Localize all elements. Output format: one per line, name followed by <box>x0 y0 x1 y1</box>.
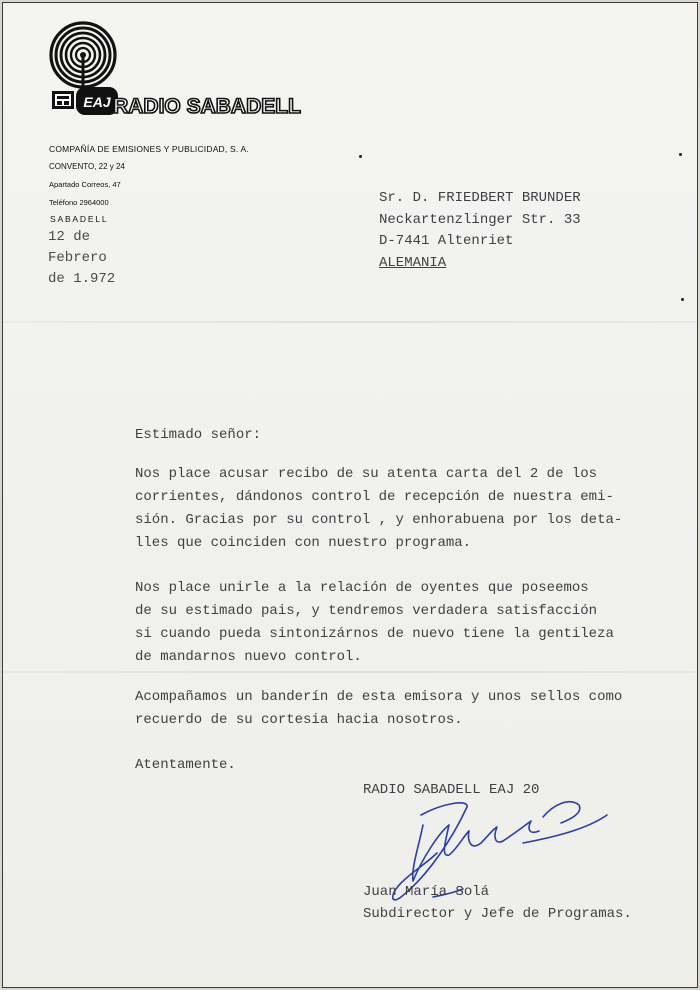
margin-dot <box>359 155 362 158</box>
company-po-box: Apartado Correos, 47 <box>49 180 121 189</box>
margin-dot <box>681 298 684 301</box>
paragraph-line: de su estimado pais, y tendremos verdadera satisfacción <box>135 603 598 619</box>
station-signoff: RADIO SABADELL EAJ 20 <box>363 782 540 798</box>
date-line: 12 de <box>48 229 91 245</box>
recipient-street: Neckartenzlinger Str. 33 <box>379 211 581 228</box>
fold-crease <box>3 671 697 673</box>
paragraph-2 <box>135 577 655 669</box>
paragraph-line: sión. Gracias por su control , y enhorabuena por los deta- <box>135 512 623 528</box>
company-address-line: CONVENTO, 22 y 24 <box>49 162 125 171</box>
date-line: Febrero <box>48 250 107 266</box>
letter-date <box>48 227 115 290</box>
recipient-name: Sr. D. FRIEDBERT BRUNDER <box>379 190 581 206</box>
paragraph-line: recuerdo de su cortesia hacia nosotros. <box>135 712 463 728</box>
paragraph-line: si cuando pueda sintonizárnos de nuevo tiene la gentileza <box>135 626 614 642</box>
date-line: de 1.972 <box>48 271 116 287</box>
margin-dot <box>679 153 682 156</box>
closing: Atentamente. <box>135 757 236 773</box>
svg-text:RADIO SABADELL: RADIO SABADELL <box>113 95 301 118</box>
letterhead-city: SABADELL <box>50 214 109 224</box>
company-phone: Teléfono 2964000 <box>49 198 109 207</box>
paragraph-line: corrientes, dándonos control de recepción de nuestra emi- <box>135 489 614 505</box>
paragraph-line: Nos place acusar recibo de su atenta carta del 2 de los <box>135 466 598 482</box>
signer-title: Subdirector y Jefe de Programas. <box>363 906 632 922</box>
recipient-address <box>379 188 581 274</box>
paragraph-line: de mandarnos nuevo control. <box>135 649 362 665</box>
radio-sabadell-logo <box>47 15 301 127</box>
recipient-city: D-7441 Altenriet <box>379 233 514 249</box>
company-name: COMPAÑÍA DE EMISIONES Y PUBLICIDAD, S. A. <box>49 144 249 154</box>
paragraph-line: Nos place unirle a la relación de oyentes que poseemos <box>135 580 589 596</box>
paragraph-line: Acompañamos un banderín de esta emisora y unos sellos como <box>135 689 623 705</box>
svg-text:EAJ: EAJ <box>83 94 111 110</box>
recipient-country: ALEMANIA <box>379 254 447 271</box>
salutation: Estimado señor: <box>135 427 262 443</box>
signer-name: Juan María Solá <box>363 884 490 900</box>
fold-crease <box>3 321 697 323</box>
paragraph-line: lles que coinciden con nuestro programa. <box>135 535 472 551</box>
paragraph-3 <box>135 686 655 732</box>
letter-sheet <box>2 2 698 988</box>
paragraph-1 <box>135 463 655 555</box>
company-details <box>49 140 249 212</box>
